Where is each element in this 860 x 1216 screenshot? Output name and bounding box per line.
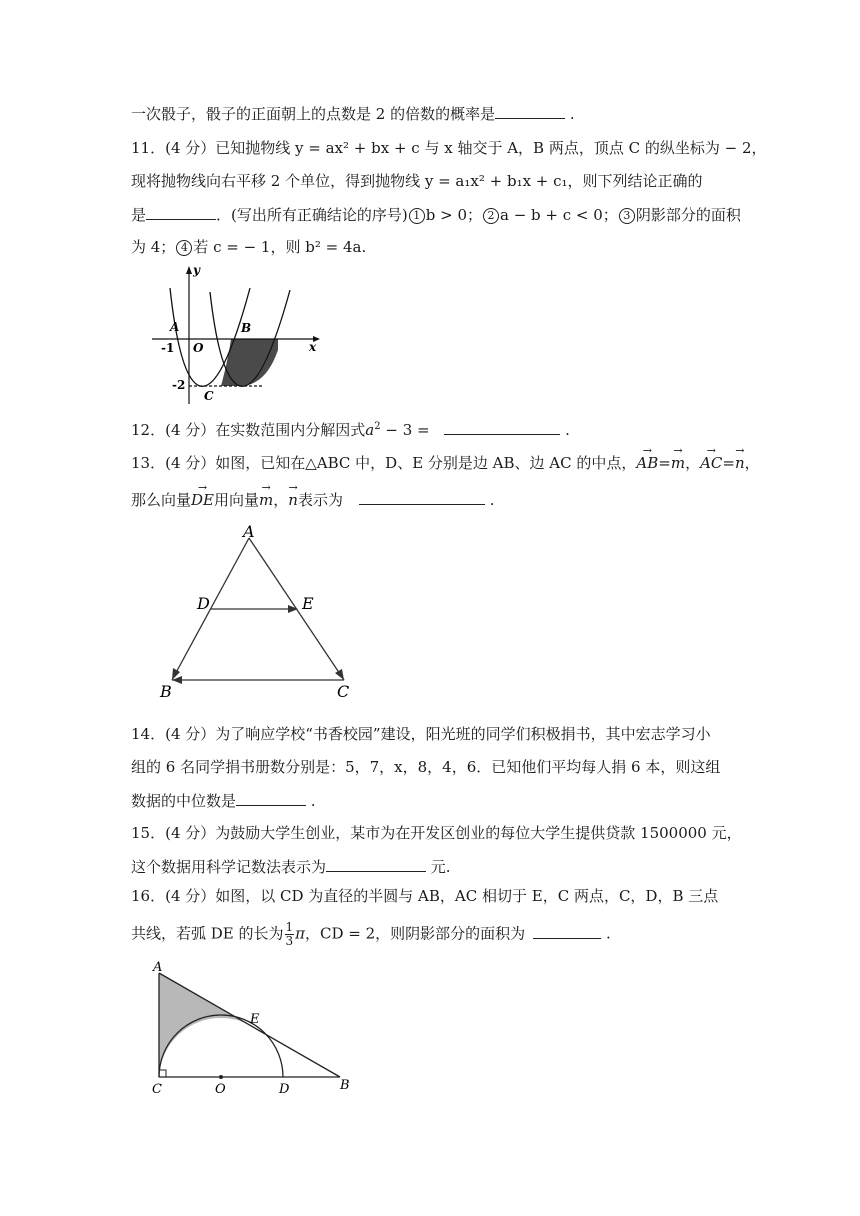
q10-line <box>131 103 575 124</box>
q16-pi: π <box>295 924 306 943</box>
q14-text: 数据的中位数是 <box>131 792 237 810</box>
q11-line-4 <box>131 237 366 257</box>
q16-center-dot <box>219 1075 223 1079</box>
q15-line-1: 15．(4 分）为鼓励大学生创业，某市为在开发区创业的每位大学生提供贷款 1500000 元， <box>131 824 742 842</box>
q13-text-3: 用向量 <box>214 491 260 509</box>
q15-tail: 元. <box>426 858 451 876</box>
q11-option-1-marker: 1 <box>409 208 425 224</box>
q11-tick-neg1: -1 <box>161 341 175 355</box>
q16-tail: . <box>601 924 611 943</box>
q11-origin-O: O <box>193 341 204 355</box>
q15-line-2 <box>131 856 451 877</box>
q11-x-label: x <box>309 340 317 354</box>
q16-fraction <box>285 921 295 948</box>
q13-comma: ， <box>744 454 760 472</box>
q11-option-4: 若 c = − 1，则 b² = 4a. <box>193 238 367 256</box>
q16-frac-num: 1 <box>285 920 294 934</box>
q13-line-2 <box>131 489 495 510</box>
q12-tail: . <box>560 421 570 439</box>
q14-line-1: 14．(4 分）为了响应学校“书香校园”建设，阳光班的同学们积极捐书，其中宏志学习小 <box>131 725 711 743</box>
q13-point-B: B <box>160 682 172 701</box>
q11-instruction: ．(写出所有正确结论的序号) <box>216 206 408 224</box>
q10-text: 一次骰子，骰子的正面朝上的点数是 2 的倍数的概率是 <box>131 105 496 123</box>
q13-line-1 <box>131 453 760 473</box>
q12-var-a: a <box>365 421 375 439</box>
q13-eq1: = <box>658 454 671 472</box>
q14-tail: . <box>306 792 316 810</box>
q14-line-3 <box>131 790 316 811</box>
q11-prefix: 是 <box>131 206 147 224</box>
q16-line-1: 16．(4 分）如图，以 CD 为直径的半圆与 AB，AC 相切于 E，C 两点，C，D，B 三点 <box>131 887 719 905</box>
q13-vector-AB: → AB <box>636 453 658 473</box>
q11-line-3 <box>131 204 741 225</box>
q12-answer-blank[interactable] <box>444 419 560 435</box>
q13-eq2: = <box>722 454 735 472</box>
q13-vector-m-2: → m <box>259 490 273 510</box>
q14-answer-blank[interactable] <box>236 790 306 806</box>
q14-line-2: 组的 6 名同学捐书册数分别是：5，7，x，8，4，6．已知他们平均每人捐 6 本，则这组 <box>131 758 721 776</box>
q16-text-1: 共线，若弧 DE 的长为 <box>131 924 284 943</box>
q11-y-label: y <box>193 263 200 277</box>
q11-option-3-cont: 为 4； <box>131 238 176 256</box>
q11-option-3-marker: 3 <box>619 208 635 224</box>
q13-point-A: A <box>243 522 255 541</box>
q11-option-2: a − b + c < 0； <box>500 206 618 224</box>
q16-shaded-region <box>159 973 243 1077</box>
q16-point-E: E <box>250 1012 260 1027</box>
q12-text: 12．(4 分）在实数范围内分解因式 <box>131 421 366 439</box>
q16-point-C: C <box>152 1082 162 1095</box>
q16-right-angle-mark <box>159 1070 166 1077</box>
q12-exponent: 2 <box>374 421 381 432</box>
q11-point-B: B <box>241 321 252 335</box>
q11-option-4-marker: 4 <box>176 240 192 256</box>
q16-answer-blank[interactable] <box>533 923 601 939</box>
q13-point-E: E <box>302 594 314 613</box>
q16-point-B: B <box>340 1078 350 1093</box>
q13-text-4: 表示为 <box>297 491 343 509</box>
q11-point-A: A <box>170 320 180 334</box>
q13-text-1: 13．(4 分）如图，已知在△ABC 中，D、E 分别是边 AB、边 AC 的中点， <box>131 454 637 472</box>
q15-answer-blank[interactable] <box>326 856 426 872</box>
q13-triangle-figure <box>155 520 360 705</box>
q16-point-O: O <box>215 1082 226 1095</box>
q11-line-2: 现将抛物线向右平移 2 个单位，得到抛物线 y = a₁x² + b₁x + c₁，则下列结论正确的 <box>131 172 703 190</box>
q13-text-2: 那么向量 <box>131 491 192 509</box>
q13-sep: ， <box>685 454 701 472</box>
q15-text: 这个数据用科学记数法表示为 <box>131 858 327 876</box>
q16-point-D: D <box>279 1082 290 1095</box>
q10-answer-blank[interactable] <box>495 103 565 119</box>
q13-vector-AC: → AC <box>700 453 722 473</box>
q11-point-C: C <box>204 389 214 403</box>
q10-tail: . <box>565 105 575 123</box>
q16-frac-den: 3 <box>285 934 294 948</box>
q13-vector-n-2: → n <box>288 490 298 510</box>
q13-tail: . <box>484 491 495 509</box>
q11-answer-blank[interactable] <box>146 204 216 220</box>
q11-option-3: 阴影部分的面积 <box>635 206 741 224</box>
q13-vector-DE: → DE <box>191 490 214 510</box>
q12-expression: − 3 = <box>380 421 435 439</box>
q13-answer-blank[interactable] <box>359 489 485 505</box>
q13-point-D: D <box>197 594 210 613</box>
q12-line <box>131 417 570 440</box>
q11-tick-neg2: -2 <box>172 378 186 392</box>
q11-line-1: 11．(4 分）已知抛物线 y = ax² + bx + c 与 x 轴交于 A，B 两点，顶点 C 的纵坐标为 − 2， <box>131 139 767 157</box>
q16-text-2: ，CD = 2，则阴影部分的面积为 <box>305 924 526 943</box>
q13-comma-2: ， <box>273 491 289 509</box>
q16-line-2 <box>131 921 611 948</box>
q11-option-2-marker: 2 <box>483 208 499 224</box>
q16-semicircle-figure <box>148 955 358 1095</box>
q13-vector-m: → m <box>671 453 685 473</box>
q11-shaded-region <box>221 339 278 386</box>
q11-parabola-figure <box>150 262 325 408</box>
q16-point-A: A <box>153 960 163 975</box>
q13-vector-n: → n <box>735 453 745 473</box>
q13-point-C: C <box>337 682 350 701</box>
q11-option-1: b > 0； <box>425 206 482 224</box>
